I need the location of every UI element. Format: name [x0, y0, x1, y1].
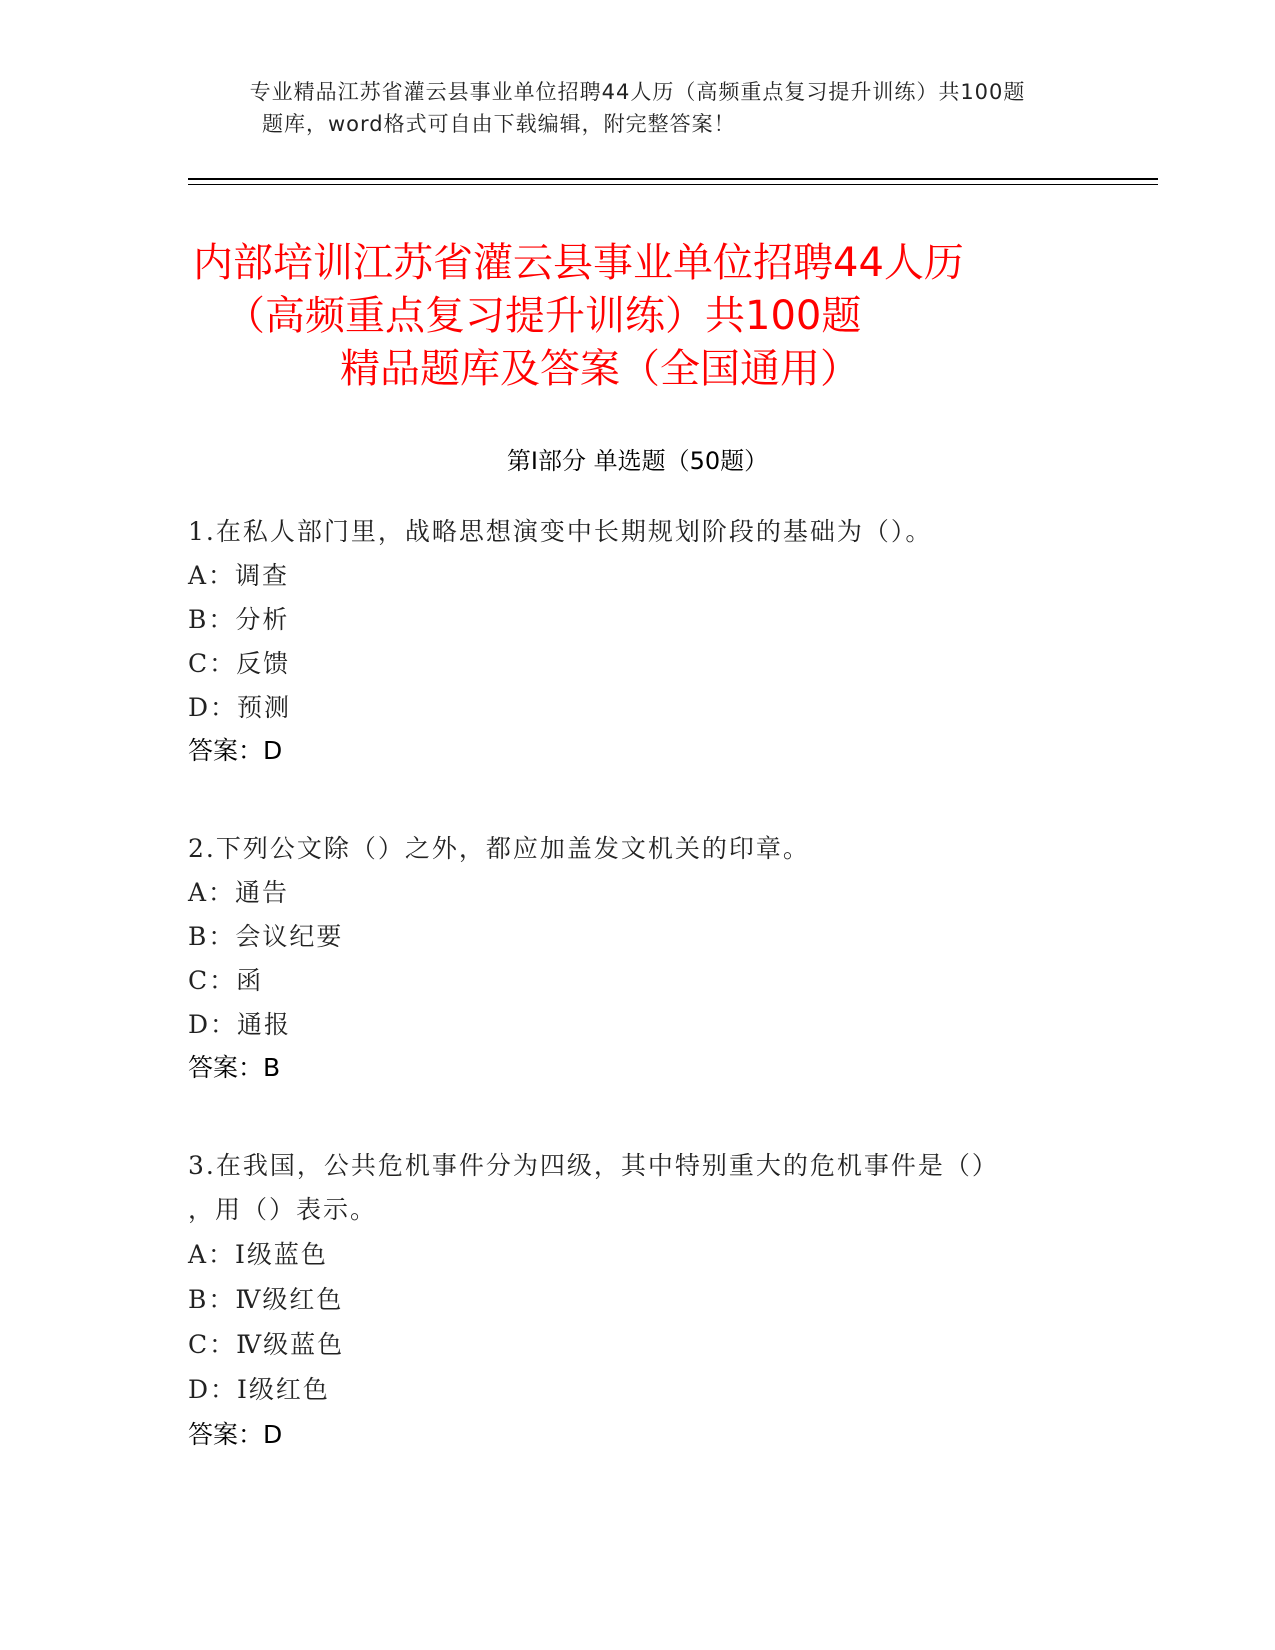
question-stem: 2.下列公文除（）之外，都应加盖发文机关的印章。: [188, 834, 810, 863]
header-line-2: 题库，word格式可自由下载编辑，附完整答案！: [262, 112, 736, 136]
option-c: C：函: [188, 966, 264, 995]
option-c: C：反馈: [188, 649, 291, 678]
answer: 答案：D: [188, 1420, 283, 1449]
answer: 答案：D: [188, 736, 283, 765]
option-a: A：调查: [188, 561, 290, 590]
option-a: A：Ⅰ级蓝色: [188, 1240, 328, 1269]
option-d: D：通报: [188, 1010, 292, 1039]
header-rule-thin: [188, 184, 1158, 185]
header-line-1: 专业精品江苏省灌云县事业单位招聘44人历（高频重点复习提升训练）共100题: [249, 80, 1026, 104]
question-stem-continued: ，用（）表示。: [188, 1195, 378, 1224]
option-d: D：预测: [188, 693, 292, 722]
option-c: C：Ⅳ级蓝色: [188, 1330, 345, 1359]
option-b: B：分析: [188, 605, 290, 634]
header-rule-thick: [188, 178, 1158, 180]
option-b: B：会议纪要: [188, 922, 344, 951]
option-a: A：通告: [188, 878, 290, 907]
option-d: D：Ⅰ级红色: [188, 1375, 330, 1404]
question-stem: 1.在私人部门里，战略思想演变中长期规划阶段的基础为（）。: [188, 517, 933, 546]
document-title-line-2: （高频重点复习提升训练）共100题: [225, 293, 862, 339]
option-b: B：Ⅳ级红色: [188, 1285, 344, 1314]
document-title-line-1: 内部培训江苏省灌云县事业单位招聘44人历: [193, 240, 964, 286]
document-title-line-3: 精品题库及答案（全国通用）: [340, 346, 860, 392]
question-stem: 3.在我国，公共危机事件分为四级，其中特别重大的危机事件是（）: [188, 1151, 999, 1180]
section-title: 第Ⅰ部分 单选题（50题）: [506, 447, 769, 475]
answer: 答案：B: [188, 1053, 281, 1082]
